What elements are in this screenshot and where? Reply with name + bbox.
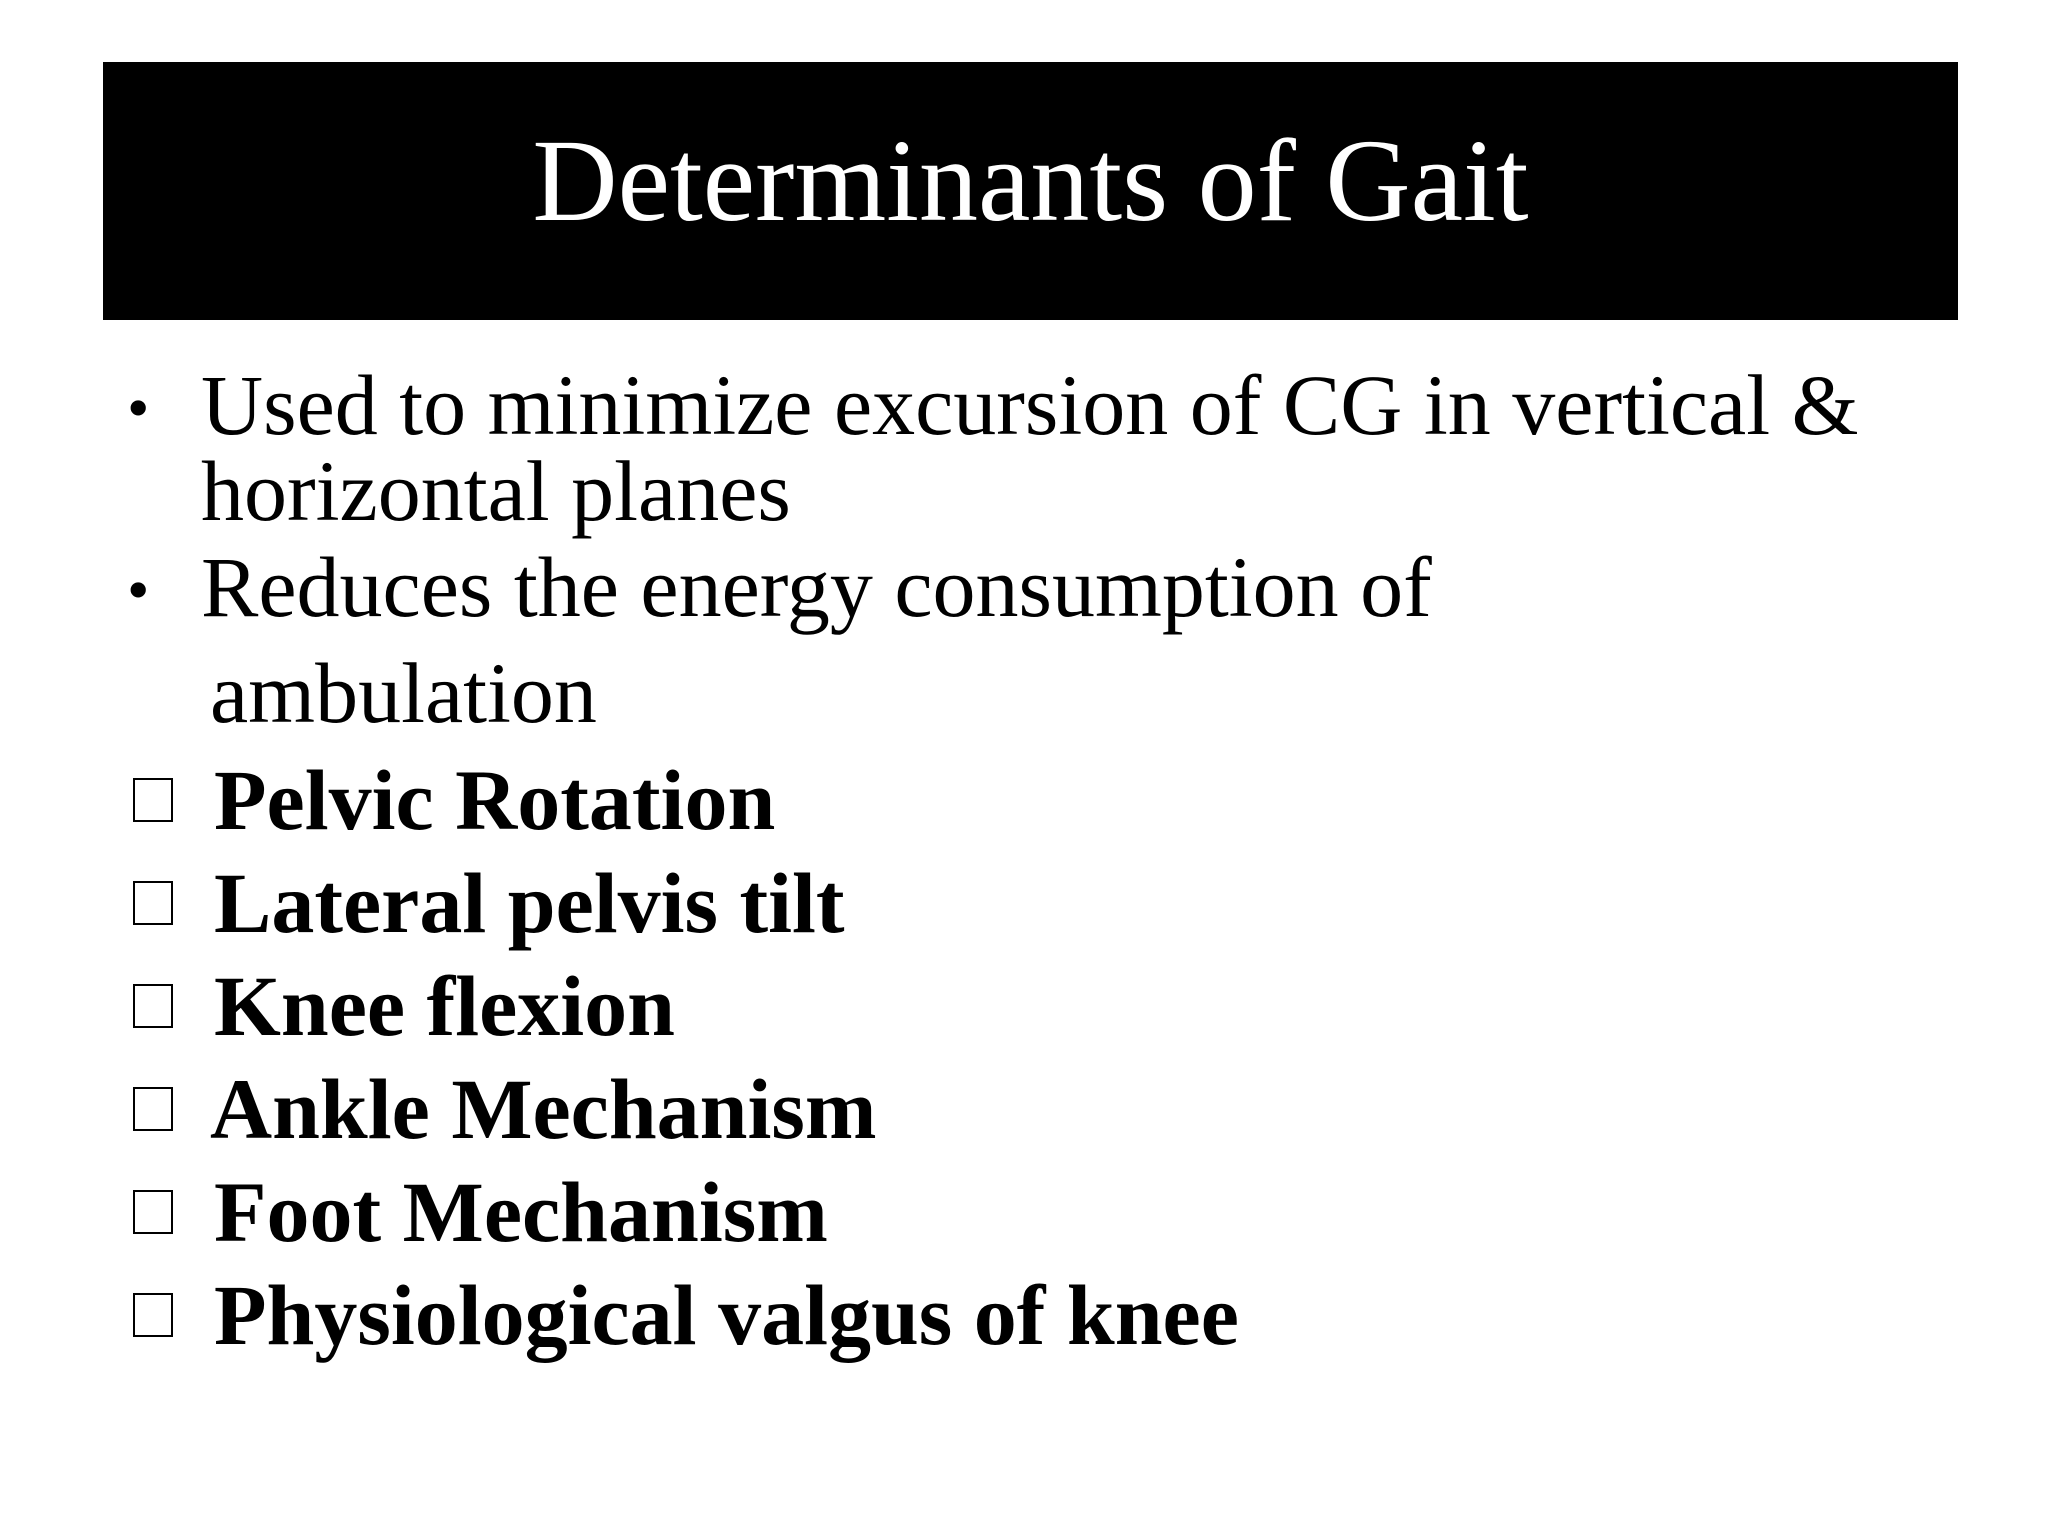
determinant-label: Knee flexion xyxy=(214,958,675,1054)
determinant-label: Physiological valgus of knee xyxy=(214,1267,1239,1363)
list-item xyxy=(133,1267,1239,1363)
bullet-text-line: Reduces the energy consumption of xyxy=(201,539,1432,635)
determinant-label: Foot Mechanism xyxy=(214,1164,828,1260)
slide-title: Determinants of Gait xyxy=(532,115,1529,246)
checkbox-square-icon xyxy=(133,1293,173,1337)
list-item xyxy=(133,1061,877,1157)
checkbox-square-icon xyxy=(133,778,173,822)
checkbox-square-icon xyxy=(133,984,173,1028)
list-item xyxy=(133,958,675,1054)
checkbox-square-icon xyxy=(133,881,173,925)
checkbox-square-icon xyxy=(133,1190,173,1234)
list-item xyxy=(133,1164,828,1260)
bullet-text-line: Used to minimize excursion of CG in vertical & xyxy=(201,357,1859,453)
bullet-text-line: ambulation xyxy=(210,645,597,741)
determinant-label: Ankle Mechanism xyxy=(210,1061,877,1157)
determinant-label: Lateral pelvis tilt xyxy=(214,855,845,951)
determinant-label: Pelvic Rotation xyxy=(214,752,776,848)
checkbox-square-icon xyxy=(133,1087,173,1131)
list-item xyxy=(133,855,845,951)
bullet-text-line: horizontal planes xyxy=(201,443,791,539)
bullet-marker: • xyxy=(127,372,150,443)
list-item xyxy=(133,752,776,848)
bullet-marker: • xyxy=(127,554,150,625)
